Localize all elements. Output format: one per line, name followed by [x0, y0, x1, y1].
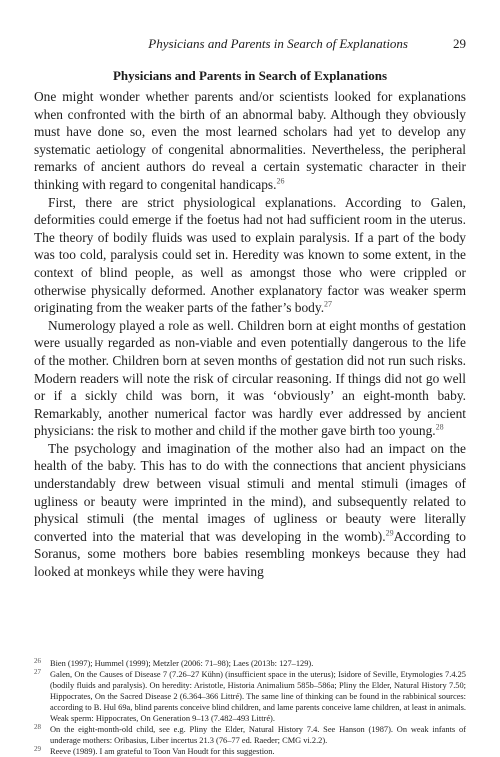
paragraph: [34, 88, 466, 194]
footnote-mark: 28: [34, 723, 41, 731]
footnote-mark: 27: [34, 668, 41, 676]
footnote-ref: 26: [276, 176, 285, 186]
paragraph: [34, 317, 466, 440]
footnote-text: Bien (1997); Hummel (1999); Metzler (2006: 71–98); Laes (2013b: 127–129).: [50, 659, 314, 668]
paragraph-text-continued: According to Soranus, some mothers bore babies resembling monkeys because they had looked at monkeys while they were having: [34, 528, 466, 580]
footnote-text: Reeve (1989). I am grateful to Toon Van Houdt for this suggestion.: [50, 747, 275, 756]
footnote-text: On the eight-month-old child, see e.g. Pliny the Elder, Natural History 7.4. See Hanson (1987). On weak infants of underage mothers: Oribasius, Liber incertus 21.3 (76–77 ed. Raeder; CMG vi.2.2).: [50, 725, 466, 745]
running-head-title: Physicians and Parents in Search of Explanations: [148, 36, 408, 51]
footnote: [34, 669, 466, 724]
page-number: 29: [453, 36, 466, 51]
paragraph-text: One might wonder whether parents and/or scientists looked for explanations when confronted with the birth of an abnormal baby. Although they obviously must have done so, even the most learned scholars had yet to develop any systematic aetiology of congenital abnormalities. Nevertheless, the peripheral remarks of ancient authors do reveal a certain systematic character in their thinking with regard to congenital handicaps.: [34, 89, 466, 192]
paragraph: [34, 194, 466, 317]
footnotes: [34, 658, 466, 757]
footnote-mark: 29: [34, 745, 41, 753]
footnote-mark: 26: [34, 657, 41, 665]
paragraph-text: First, there are strict physiological explanations. According to Galen, deformities could emerge if the foetus had not had sufficient room in the uterus. The theory of bodily fluids was used to explain paralysis. If a part of the body was too cold, paralysis could set in. Heredity was known to some extent, in the context of blind people, as well as amongst those who were crippled or otherwise physically deformed. Another explanatory factor was weaker sperm originating from the weaker parts of the father’s body.: [34, 194, 466, 316]
footnote-ref: 29: [385, 528, 394, 538]
paragraph-text: Numerology played a role as well. Children born at eight months of gestation were usually regarded as non-viable and even potentially dangerous to the life of the mother. Children born at seven months of gestation did not run such risks. Modern readers will note the risk of circular reasoning. If things did not go well or if a sickly child was born, it was ‘obviously’ an eight-month baby. Remarkably, another numerical factor was hardly ever addressed by ancient physicians: the risk to mother and child if the mother gave birth too young.: [34, 317, 466, 439]
paragraph-text: The psychology and imagination of the mother also had an impact on the health of the baby. This has to do with the connections that ancient physicians understandably drew between visual stimuli and mental stimuli (images of ugliness or beauty were imprinted in the mind), and subsequently related to physical stimuli (the mental images of ugliness or beauty were literally converted into the material that was developing in the womb).: [34, 440, 466, 544]
footnote-ref: 27: [324, 299, 333, 309]
footnote-text: Galen, On the Causes of Disease 7 (7.26–27 Kühn) (insufficient space in the uterus); Isidore of Seville, Etymologies 7.4.25 (bodily fluids and paralysis). On heredity: Aristotle, Historia Animalium 585b–586a; Pliny the Elder, Natural History 7.50; Hippocrates, On the Sacred Disease 2 (6.364–366 Littré). The same line of thinking can be found in the rabbinical sources: according to B. Hul 69a, blind parents conceive blind children, and lame parents conceive lame children, at least in animals. Weak sperm: Hippocrates, On Generation 9–13 (7.482–493 Littré).: [50, 670, 466, 723]
footnote-ref: 28: [435, 422, 444, 432]
section-title: Physicians and Parents in Search of Explanations: [112, 68, 387, 83]
footnote: [34, 724, 466, 746]
footnote: [34, 746, 466, 757]
paragraph: [34, 440, 466, 581]
body-text: [34, 88, 466, 581]
footnote: [34, 658, 466, 669]
